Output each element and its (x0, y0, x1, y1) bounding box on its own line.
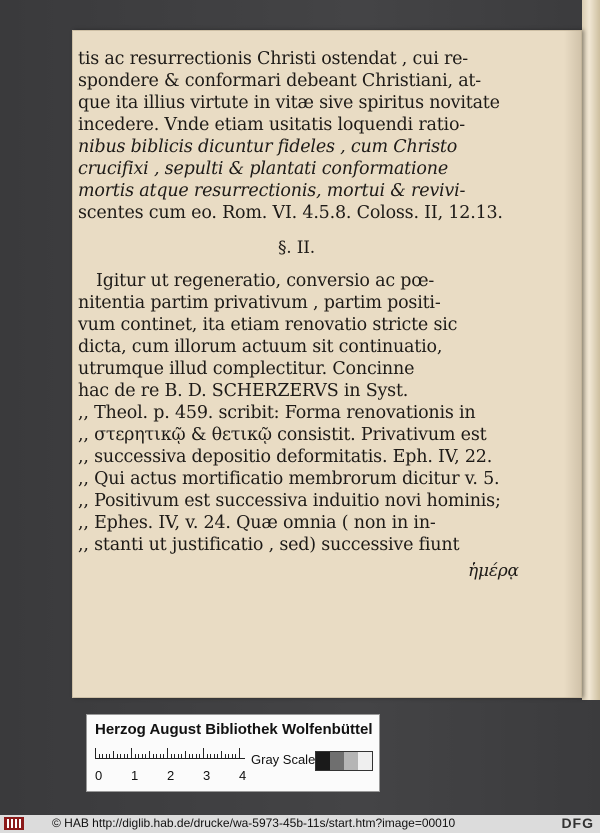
ruler-tick (221, 751, 222, 758)
text-line: incedere. Vnde etiam usitatis loquendi ratio- (78, 115, 465, 135)
ruler-tick (189, 754, 190, 758)
ruler-tick (131, 748, 132, 758)
ruler-tick (138, 754, 139, 758)
gray-swatch (358, 752, 372, 770)
ruler-tick (156, 754, 157, 758)
ruler-number: 4 (239, 768, 247, 783)
text-line: ,, Theol. p. 459. scribit: Forma renovationis in (78, 403, 476, 423)
ruler-tick (102, 754, 103, 758)
ruler-tick (210, 754, 211, 758)
text-line: ,, στερητικῷ & θετικῷ consistit. Privativum est (78, 425, 487, 445)
ruler-tick (192, 754, 193, 758)
ruler-tick (207, 754, 208, 758)
color-calibration-target (86, 714, 380, 792)
ruler-tick (153, 754, 154, 758)
copyright-link[interactable]: © HAB http://diglib.hab.de/drucke/wa-5973-45b-11s/start.htm?image=00010 (52, 816, 456, 830)
ruler-tick (120, 754, 121, 758)
ruler-tick (203, 748, 204, 758)
ruler-tick (235, 754, 236, 758)
ruler-tick (239, 748, 240, 758)
ruler-tick (95, 748, 96, 758)
text-line: mortis atque resurrectionis, mortui & revivi- (78, 181, 466, 201)
ruler-tick (232, 754, 233, 758)
text-line: ,, stanti ut justificatio , sed) successive fiunt (78, 535, 460, 555)
gray-swatch (344, 752, 358, 770)
ruler-tick (117, 754, 118, 758)
ruler-tick (142, 754, 143, 758)
text-line: utrumque illud complectitur. Concinne (78, 359, 415, 379)
gray-swatch (330, 752, 344, 770)
text-line: crucifixi , sepulti & plantati conformatione (78, 159, 448, 179)
ruler-tick (228, 754, 229, 758)
ruler-tick (174, 754, 175, 758)
ruler-tick (225, 754, 226, 758)
catchword: ἡμέρᾳ (468, 561, 519, 581)
ruler-tick (127, 754, 128, 758)
ruler-tick (163, 754, 164, 758)
gray-scale-label: Gray Scale (251, 752, 316, 767)
gray-swatch (316, 752, 330, 770)
ruler-number: 2 (167, 768, 175, 783)
ruler-tick (196, 754, 197, 758)
text-line: ,, successiva depositio deformitatis. Eph. IV, 22. (78, 447, 493, 467)
ruler-tick (199, 754, 200, 758)
text-line: nitentia partim privativum , partim positi- (78, 293, 441, 313)
ruler-tick (167, 748, 168, 758)
ruler-number: 0 (95, 768, 103, 783)
ruler-tick (178, 754, 179, 758)
ruler-tick (135, 754, 136, 758)
ruler-tick (160, 754, 161, 758)
measurement-ruler (95, 748, 245, 759)
ruler-tick (217, 754, 218, 758)
text-line: spondere & conformari debeant Christiani, at- (78, 71, 481, 91)
text-line: vum continet, ita etiam renovatio stricte sic (78, 315, 458, 335)
text-line: scentes cum eo. Rom. VI. 4.5.8. Coloss. II, 12.13. (78, 203, 503, 223)
text-line: ,, Qui actus mortificatio membrorum dicitur v. 5. (78, 469, 500, 489)
adjacent-page-edge (582, 0, 600, 700)
ruler-tick (124, 754, 125, 758)
ruler-number: 1 (131, 768, 139, 783)
ruler-tick (185, 751, 186, 758)
text-line: dicta, cum illorum actuum sit continuatio, (78, 337, 443, 357)
hab-logo-icon (4, 817, 24, 830)
ruler-tick (149, 751, 150, 758)
text-line: ,, Ephes. IV, v. 24. Quæ omnia ( non in in- (78, 513, 436, 533)
ruler-numbers (91, 768, 251, 784)
ruler-tick (214, 754, 215, 758)
ruler-tick (99, 754, 100, 758)
text-line: hac de re B. D. SCHERZERVS in Syst. (78, 381, 409, 401)
ruler-number: 3 (203, 768, 211, 783)
text-line: Igitur ut regeneratio, conversio ac pœ- (96, 271, 435, 291)
ruler-tick (145, 754, 146, 758)
ruler-tick (109, 754, 110, 758)
text-line: tis ac resurrectionis Christi ostendat , cui re- (78, 49, 469, 69)
ruler-tick (106, 754, 107, 758)
text-line: que ita illius virtute in vitæ sive spiritus novitate (78, 93, 500, 113)
text-line: ,, Positivum est successiva induitio novi hominis; (78, 491, 501, 511)
section-heading: §. II. (278, 238, 315, 258)
ruler-tick (113, 751, 114, 758)
ruler-tick (171, 754, 172, 758)
dfg-logo: DFG (561, 815, 594, 831)
footer-bar (0, 815, 600, 833)
library-name: Herzog August Bibliothek Wolfenbüttel (95, 721, 373, 738)
gray-scale-strip (315, 751, 373, 771)
ruler-tick (181, 754, 182, 758)
text-line: nibus biblicis dicuntur fideles , cum Christo (78, 137, 458, 157)
